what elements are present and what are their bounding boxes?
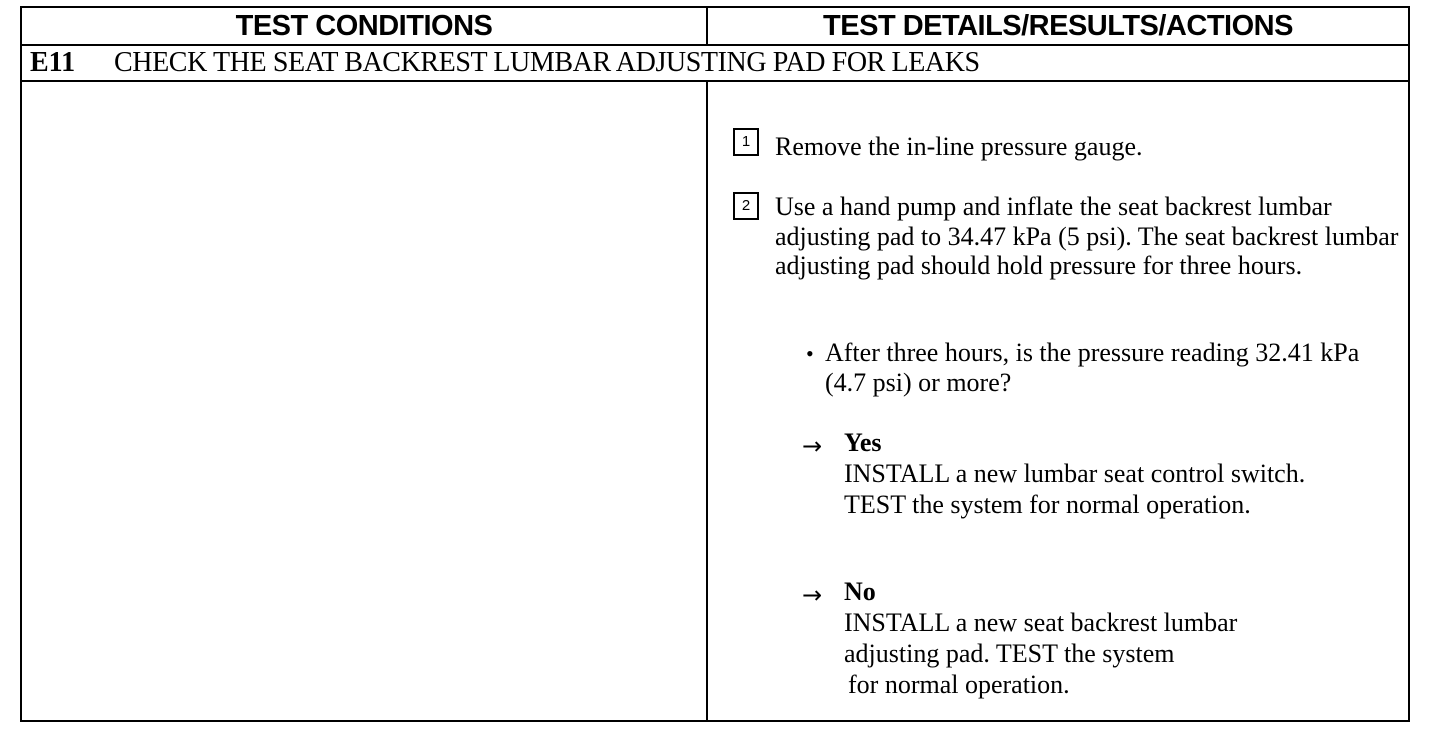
table-header-row: [22, 8, 1408, 46]
step-text: Remove the in-line pressure gauge.: [775, 132, 1143, 161]
answer-no-line: adjusting pad. TEST the system: [844, 639, 1175, 668]
answer-yes-line: TEST the system for normal operation.: [844, 490, 1251, 519]
answer-no-line: INSTALL a new seat backrest lumbar: [844, 608, 1238, 637]
header-test-conditions: TEST CONDITIONS: [235, 10, 493, 42]
arrow-right-icon: →: [802, 581, 823, 609]
step-number-box: 1: [733, 128, 759, 156]
section-code: E11: [30, 47, 76, 78]
section-title-row: [22, 46, 1408, 82]
step-text: Use a hand pump and inflate the seat backrest lumbar adjusting pad to 34.47 kPa (5 psi). The seat backrest lumbar adjusting pad should hold pressure for three hours.: [775, 192, 1399, 280]
step-number-box: 2: [733, 192, 759, 220]
diagnostic-table: [20, 6, 1410, 722]
question-text: After three hours, is the pressure reading 32.41 kPa (4.7 psi) or more?: [825, 338, 1360, 397]
header-test-details: TEST DETAILS/RESULTS/ACTIONS: [823, 10, 1293, 42]
answer-no-label: No: [844, 577, 876, 606]
test-details-column: [708, 82, 1408, 720]
section-title: CHECK THE SEAT BACKREST LUMBAR ADJUSTING PAD FOR LEAKS: [114, 47, 980, 78]
answer-no-line: for normal operation.: [848, 670, 1070, 699]
arrow-right-icon: →: [802, 432, 823, 460]
answer-yes-label: Yes: [844, 428, 882, 457]
answer-yes-line: INSTALL a new lumbar seat control switch.: [844, 459, 1306, 488]
bullet-icon: •: [806, 341, 814, 366]
